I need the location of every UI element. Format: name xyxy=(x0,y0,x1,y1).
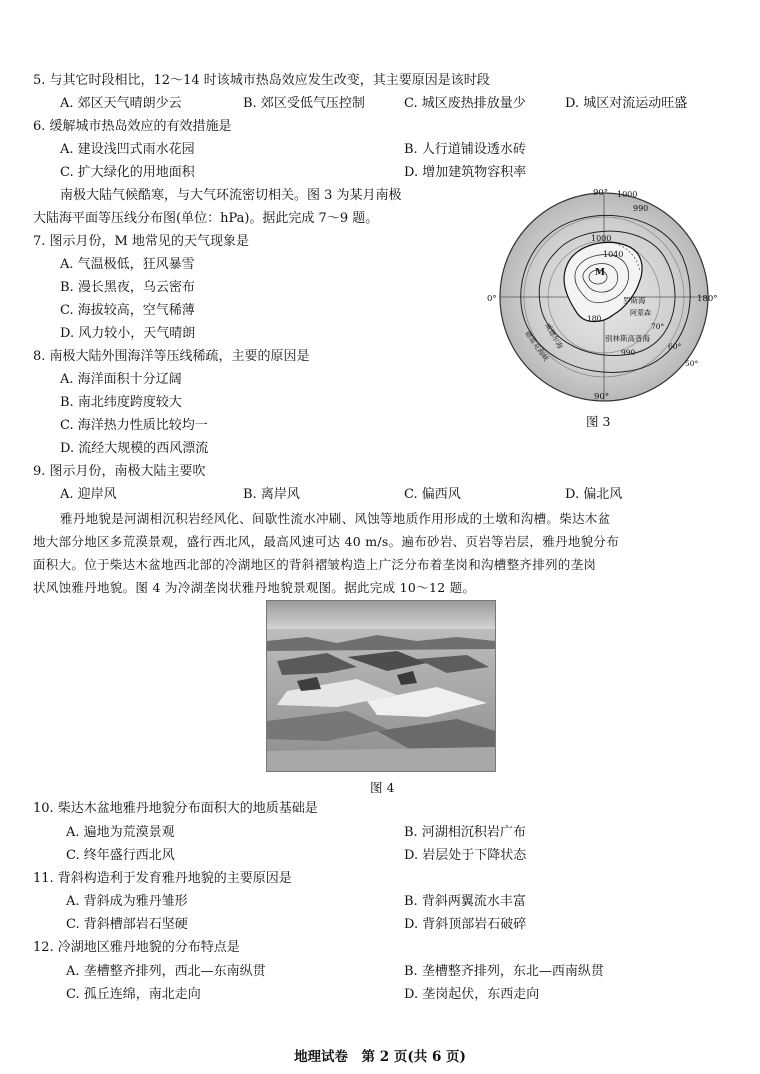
q12-option-d: D. 垄岗起伏，东西走向 xyxy=(404,987,540,1002)
intro1-line2: 大陆海平面等压线分布图(单位：hPa)。据此完成 7～9 题。 xyxy=(33,211,379,226)
label-lat-70: 70° xyxy=(651,322,665,331)
label-bellingshausen: 别林斯高普海 xyxy=(605,334,650,343)
yardang-landscape-photo xyxy=(266,600,496,772)
label-lat-50: 50° xyxy=(685,359,699,368)
label-drake: 德雷克海峡 xyxy=(523,329,550,363)
intro2-line4: 状风蚀雅丹地貌。图 4 为冷湖垄岗状雅丹地貌景观图。据此完成 10～12 题。 xyxy=(33,580,476,595)
q8-option-b: B. 南北纬度跨度较大 xyxy=(60,395,182,410)
intro2-line1: 雅丹地貌是河湖相沉积岩经风化、间歇性流水冲刷、风蚀等地质作用形成的土墩和沟槽。柴达木盆 xyxy=(60,511,611,526)
intro2-line2: 地大部分地区多荒漠景观，盛行西北风，最高风速可达 40 m/s。遍布砂岩、页岩等岩层，雅丹地貌分布 xyxy=(33,534,620,549)
label-180: 180 xyxy=(587,314,602,323)
q5-option-a: A. 郊区天气晴朗少云 xyxy=(60,96,182,111)
label-990-bottom: 990 xyxy=(621,348,636,357)
q10-option-a: A. 遍地为荒漠景观 xyxy=(66,825,175,840)
q8-option-a: A. 海洋面积十分辽阔 xyxy=(60,372,182,387)
q9-option-b: B. 离岸风 xyxy=(243,487,300,502)
q12-option-b: B. 垄槽整齐排列，东北—西南纵贯 xyxy=(404,964,604,979)
q11-stem: 11. 背斜构造利于发育雅丹地貌的主要原因是 xyxy=(33,871,292,886)
q12-option-a: A. 垄槽整齐排列，西北—东南纵贯 xyxy=(66,964,266,979)
label-amundsen: 阿蒙森 xyxy=(630,309,651,317)
q7-stem: 7. 图示月份，M 地常见的天气现象是 xyxy=(33,234,249,249)
q8-option-d: D. 流经大规模的西风漂流 xyxy=(60,441,209,456)
q12-option-c: C. 孤丘连绵，南北走向 xyxy=(66,987,201,1002)
label-M: M xyxy=(595,268,605,278)
q10-option-d: D. 岩层处于下降状态 xyxy=(404,848,527,863)
label-weddell: 威德尔海 xyxy=(543,322,565,351)
q9-stem: 9. 图示月份，南极大陆主要吹 xyxy=(33,464,206,479)
q6-stem: 6. 缓解城市热岛效应的有效措施是 xyxy=(33,119,232,134)
q11-option-b: B. 背斜两翼流水丰富 xyxy=(404,894,526,909)
q9-option-c: C. 偏西风 xyxy=(404,487,461,502)
q11-option-c: C. 背斜槽部岩石坚硬 xyxy=(66,917,188,932)
page-footer: 地理试卷 第 2 页(共 6 页) xyxy=(294,1049,466,1065)
label-bottom-90: 90° xyxy=(594,392,610,402)
q10-option-c: C. 终年盛行西北风 xyxy=(66,848,175,863)
label-ross-sea: 罗斯海 xyxy=(623,296,646,305)
q6-option-d: D. 增加建筑物容积率 xyxy=(404,165,527,180)
label-1000-inner: 1000 xyxy=(591,234,612,243)
label-1000-top: 1000 xyxy=(617,190,638,199)
q9-option-d: D. 偏北风 xyxy=(565,487,623,502)
q12-stem: 12. 冷湖地区雅丹地貌的分布特点是 xyxy=(33,940,240,955)
q8-stem: 8. 南极大陆外围海洋等压线稀疏，主要的原因是 xyxy=(33,349,310,364)
q6-option-c: C. 扩大绿化的用地面积 xyxy=(60,165,195,180)
figure3-caption: 图 3 xyxy=(586,414,611,429)
q6-option-a: A. 建设浅凹式雨水花园 xyxy=(60,142,195,157)
label-left-0: 0° xyxy=(487,294,497,304)
q5-stem: 5. 与其它时段相比，12～14 时该城市热岛效应发生改变，其主要原因是该时段 xyxy=(33,73,490,88)
intro1-line1: 南极大陆气候酷寒，与大气环流密切相关。图 3 为某月南极 xyxy=(60,188,402,203)
label-lat-60: 60° xyxy=(668,342,682,351)
q11-option-a: A. 背斜成为雅丹雏形 xyxy=(66,894,188,909)
q10-option-b: B. 河湖相沉积岩广布 xyxy=(404,825,526,840)
q7-option-b: B. 漫长黑夜，乌云密布 xyxy=(60,280,195,295)
q5-option-b: B. 郊区受低气压控制 xyxy=(243,96,365,111)
label-990-top: 990 xyxy=(633,204,649,213)
q10-stem: 10. 柴达木盆地雅丹地貌分布面积大的地质基础是 xyxy=(33,801,318,816)
label-top-90: 90° xyxy=(593,188,609,198)
q5-option-c: C. 城区废热排放量少 xyxy=(404,96,526,111)
q6-option-b: B. 人行道铺设透水砖 xyxy=(404,142,526,157)
q5-option-d: D. 城区对流运动旺盛 xyxy=(565,96,688,111)
label-1040: 1040 xyxy=(603,250,624,259)
q7-option-a: A. 气温极低，狂风暴雪 xyxy=(60,257,195,272)
antarctica-isobar-map xyxy=(485,183,723,403)
q11-option-d: D. 背斜顶部岩石破碎 xyxy=(404,917,527,932)
q8-option-c: C. 海洋热力性质比较均一 xyxy=(60,418,208,433)
figure4-caption: 图 4 xyxy=(370,780,395,795)
q9-option-a: A. 迎岸风 xyxy=(60,487,117,502)
q7-option-c: C. 海拔较高，空气稀薄 xyxy=(60,303,195,318)
label-right-180: 180° xyxy=(697,294,718,304)
intro2-line3: 面积大。位于柴达木盆地西北部的冷湖地区的背斜褶皱构造上广泛分布着垄岗和沟槽整齐排列的垄岗 xyxy=(33,557,597,572)
q7-option-d: D. 风力较小，天气晴朗 xyxy=(60,326,196,341)
